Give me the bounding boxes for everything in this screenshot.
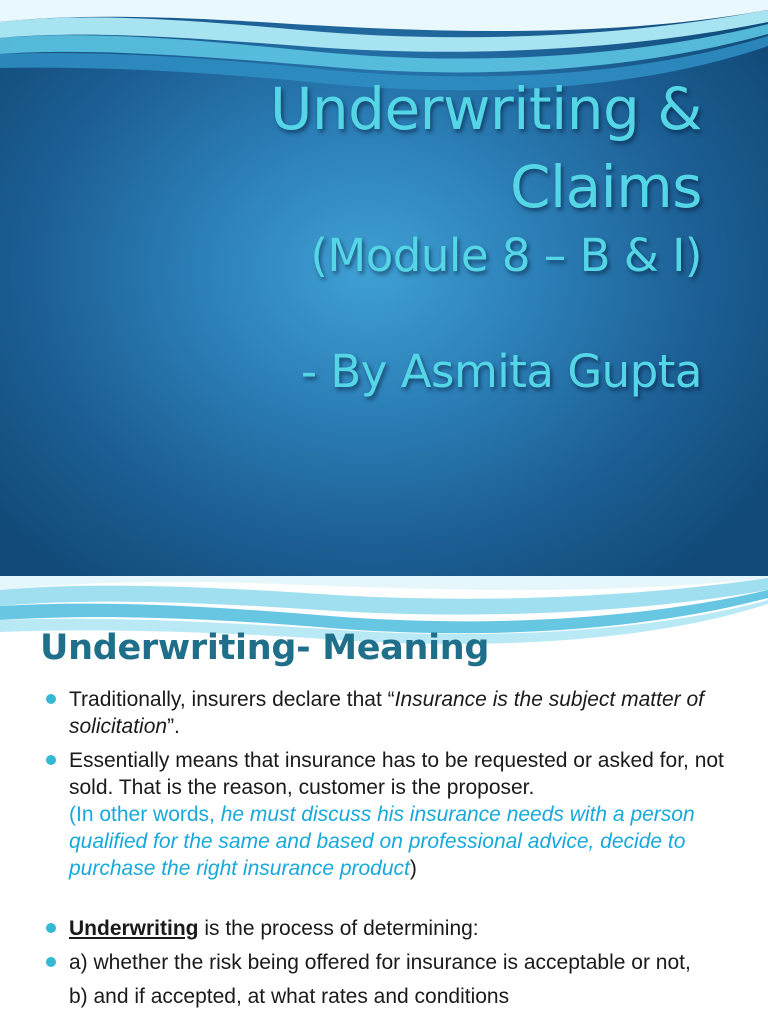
bullet-item xyxy=(46,686,746,740)
title-block xyxy=(52,70,702,402)
bullet-item xyxy=(46,747,746,882)
accent-italic-text: he must discuss his insurance needs with a person qualified for the same and based on professional advice, decide to purchase the right insurance product xyxy=(69,803,695,880)
spacer xyxy=(46,889,746,915)
bullet-text: is the process of determining: xyxy=(198,917,479,940)
bullet-dot-icon xyxy=(46,694,56,704)
bullet-item-partial xyxy=(46,983,746,1010)
content-slide xyxy=(0,576,768,1024)
slide-heading: Underwriting- Meaning xyxy=(40,628,490,668)
bullet-text: ) xyxy=(409,857,417,880)
bullet-dot-icon xyxy=(46,755,56,765)
bullet-item xyxy=(46,915,746,942)
bullet-text: b) and if accepted, at what rates and conditions xyxy=(69,985,510,1008)
slide-title-line-1: Underwriting & xyxy=(269,75,702,143)
bullet-dot-icon xyxy=(46,957,56,967)
bullet-text: Essentially means that insurance has to be requested or asked for, not sold. That is the reason, customer is the proposer. xyxy=(69,749,724,799)
accent-text: (In other words, xyxy=(69,803,221,826)
bullet-text: ”. xyxy=(167,715,180,738)
bullet-text: Traditionally, insurers declare that “ xyxy=(69,688,395,711)
slide-title-line-2: Claims xyxy=(510,153,702,221)
slide-subtitle: (Module 8 – B & I) xyxy=(310,229,702,282)
underlined-term: Underwriting xyxy=(69,917,199,940)
bullet-italic-text: Insurance is the subject matter of solicitation xyxy=(69,688,704,738)
bullet-dot-icon xyxy=(46,923,56,933)
bullet-list xyxy=(46,686,746,1017)
bullet-text: a) whether the risk being offered for insurance is acceptable or not, xyxy=(69,951,691,974)
bullet-item xyxy=(46,949,746,976)
slide-author: - By Asmita Gupta xyxy=(300,345,702,398)
